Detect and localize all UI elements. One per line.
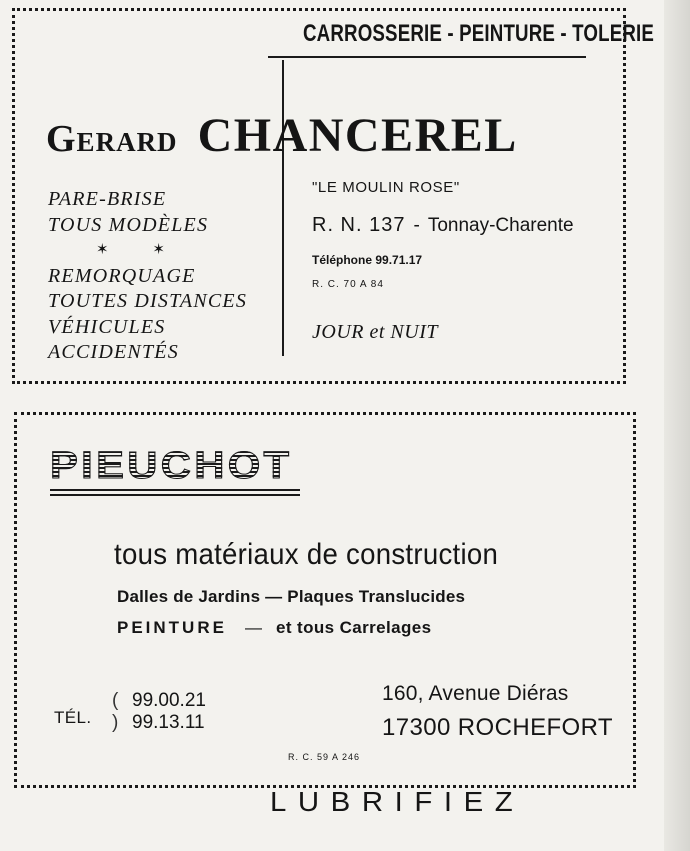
- phone-list: [132, 690, 206, 734]
- footer-slogan: LUBRIFIEZ: [270, 786, 525, 817]
- address-line: [312, 214, 574, 237]
- page-edge-shadow: [664, 0, 690, 851]
- trade-register: R. C. 59 A 246: [288, 752, 361, 762]
- list-item: TOUS MODÈLES: [48, 213, 209, 236]
- paint-separator: —: [244, 618, 262, 637]
- city-address: 17300 ROCHEFORT: [382, 714, 613, 741]
- company-name: [46, 108, 518, 163]
- heading-rule: [268, 56, 586, 58]
- services-list: [48, 187, 247, 366]
- list-item: PARE-BRISE: [48, 188, 167, 210]
- tel-label: TÉL.: [54, 708, 92, 727]
- tiles-label: et tous Carrelages: [275, 618, 432, 637]
- phone-bracket: [112, 690, 118, 734]
- street-address: 160, Avenue Diéras: [382, 682, 569, 705]
- brand-logo: PIEUCHOT: [50, 447, 325, 485]
- phone-number: 99.00.21: [132, 690, 206, 711]
- company-last-name: CHANCEREL: [197, 109, 518, 162]
- road-number: R. N. 137: [312, 214, 406, 236]
- services-heading: CARROSSERIE - PEINTURE - TOLERIE: [302, 20, 654, 47]
- phone-number: 99.13.11: [132, 712, 205, 733]
- tagline: tous matériaux de construction: [114, 538, 499, 571]
- place-name: "LE MOULIN ROSE": [312, 179, 460, 196]
- list-item: ACCIDENTÉS: [48, 341, 179, 363]
- phone-number: Téléphone 99.71.17: [312, 253, 423, 267]
- brand-block: [50, 447, 300, 496]
- list-item: VÉHICULES: [48, 315, 166, 338]
- list-item: TOUTES DISTANCES: [48, 290, 248, 312]
- column-divider: [282, 60, 284, 356]
- bracket-top: (: [112, 690, 119, 711]
- brand-underline: [50, 489, 300, 491]
- bracket-bottom: ): [112, 712, 119, 733]
- address-separator: -: [413, 215, 420, 236]
- paint-line: [117, 618, 432, 638]
- paint-label: PEINTURE: [117, 618, 227, 637]
- trade-register: R. C. 70 A 84: [312, 279, 384, 290]
- town-name: Tonnay-Charente: [427, 215, 574, 236]
- opening-hours: JOUR et NUIT: [312, 321, 438, 343]
- brand-underline: [50, 494, 300, 496]
- list-item: REMORQUAGE: [48, 264, 196, 287]
- products-line: Dalles de Jardins — Plaques Translucides: [117, 587, 466, 606]
- star-ornament: ✶ ✶: [96, 242, 185, 258]
- company-first-name: Gerard: [46, 118, 178, 160]
